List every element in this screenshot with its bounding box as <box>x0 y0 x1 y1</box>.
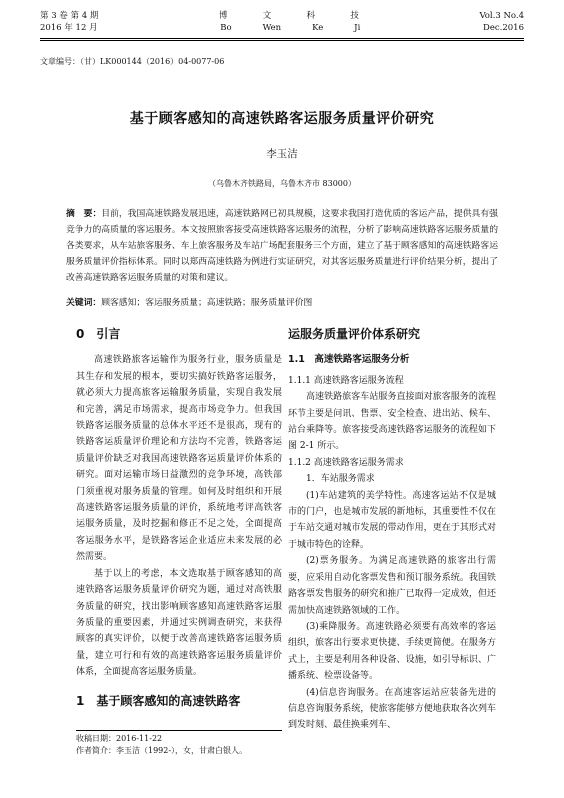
header-rule-top <box>40 38 524 39</box>
footnote <box>76 730 282 757</box>
paper-title: 基于顾客感知的高速铁路客运服务质量评价研究 <box>129 111 435 127</box>
issue-date: 2016 年 12 月 <box>40 23 98 33</box>
right-column <box>288 318 496 734</box>
keywords-label: 关键词： <box>66 298 102 308</box>
received-date: 收稿日期：2016-11-22 <box>76 734 163 743</box>
header-rule-bottom <box>40 40 524 41</box>
subsection-heading: 1.1 高速铁路客运服务分析 <box>288 354 410 366</box>
volume-issue: 第 3 卷 第 4 期 <box>40 11 99 21</box>
paragraph: 高速铁路旅客运输作为服务行业，服务质量是其生存和发展的根本，要切实搞好铁路客运服务，就必须大力提高旅客运输服务质量，实现自我发展和完善，满足市场需求，提高市场竞争力。但我国铁路客运服务质量的总体水平还不是很高，现有的铁路客运质量评价理论和方法均不完善，铁路客运质量评价缺乏对我国高速铁路客运质量评价体系的研究。面对运输市场日益激烈的竞争环境，高铁部门须重视对服务质量的管理。如何及时组织和开展高速铁路客运服务质量的评价，系统地考评高铁客运服务质量，及时挖掘和修正不足之处，全面提高客运服务水平，是铁路客运企业适应未来发展的必然需要。 <box>76 355 282 563</box>
journal-name-cn: 博 文 科 技 <box>218 11 359 21</box>
abstract-label: 摘 要： <box>66 209 102 219</box>
author-bio: 作者简介：李玉洁（1992-），女，甘肃白银人。 <box>76 746 248 755</box>
affiliation: （乌鲁木齐铁路局，乌鲁木齐市 83000） <box>208 179 356 188</box>
paragraph: 基于以上的考虑，本文选取基于顾客感知的高速铁路客运服务质量评价研究为题，通过对高铁服务质量的研究，找出影响顾客感知高速铁路客运服务质量的重要因素，并通过实例调查研究，来获得顾客的真实评价，以便于改善高速铁路客运服务质量，建立可行和有效的高速铁路客运服务质量评价体系，全面提高客运服务质量。 <box>76 568 282 678</box>
left-column <box>76 318 282 719</box>
keywords-text: 顾客感知；客运服务质量；高速铁路；服务质量评价图 <box>101 298 313 308</box>
section-heading-1: 1 基于顾客感知的高速铁路客 <box>76 693 241 708</box>
subsubsection-heading: 1.1.2 高速铁路客运服务需求 <box>288 457 404 468</box>
author-name: 李玉洁 <box>266 148 298 160</box>
volume-issue-en: Vol.3 No.4 <box>479 11 524 21</box>
subsubsection-heading: 1.1.1 高速铁路客运服务流程 <box>288 375 404 386</box>
paragraph: (4)信息咨询服务。在高速客运站应装备先进的信息咨询服务系统，使旅客能够方便地获取各次列车到发时刻、最佳换乘列车、 <box>288 687 496 731</box>
section-heading-1-cont: 运服务质量评价体系研究 <box>288 327 421 341</box>
keywords <box>66 295 498 308</box>
running-header <box>40 10 524 34</box>
issue-date-en: Dec.2016 <box>483 23 524 33</box>
list-heading: 1．车站服务需求 <box>306 474 375 485</box>
paragraph: 高速铁路旅客车站服务直接面对旅客服务的流程环节主要是问讯、售票、安全检查、进出站、候车、站台乘降等。旅客接受高速铁路客运服务的流程如下图 2-1 所示。 <box>288 392 496 452</box>
article-number: 文章编号：（甘）LK000144（2016）04-0077-06 <box>40 57 225 66</box>
section-heading-intro: 0 引言 <box>76 327 121 341</box>
paragraph: (1)车站建筑的美学特性。高速客运站不仅是城市的门户，也是城市发展的新地标，其重要性不仅在于车站交通对城市发展的带动作用，更在于其形式对于城市特色的诠释。 <box>288 490 496 550</box>
journal-name-en: Bo Wen Ke Ji <box>220 23 361 33</box>
abstract-text: 目前，我国高速铁路发展迅速，高速铁路网已初具规模，这要求我国打造优质的客运产品，提供具有强竞争力的高质量的客运服务。本文按照旅客接受高速铁路客运服务的流程，分析了影响高速铁路客运服务质量的各类要求，从车站旅客服务、车上旅客服务及车站广场配套服务三个方面，建立了基于顾客感知的高速铁路客运服务质量评价指标体系。同时以郑西高速铁路为例进行实证研究，对其客运服务质量进行评价结果分析，提出了改善高速铁路客运服务质量的对策和建议。 <box>66 209 498 283</box>
abstract <box>66 206 498 286</box>
paragraph: (2)票务服务。为满足高速铁路的旅客出行需要，应采用自动化客票发售和预订服务系统。我国铁路客票发售服务的研究和推广已取得一定成效，但还需加快高速铁路领域的工作。 <box>288 556 496 616</box>
paragraph: (3)乘降服务。高速铁路必须要有高效率的客运组织，旅客出行要求更快捷、手续更简便。在服务方式上，主要是利用各种设备、设施，如引导标识、广播系统、检票设备等。 <box>288 621 496 682</box>
